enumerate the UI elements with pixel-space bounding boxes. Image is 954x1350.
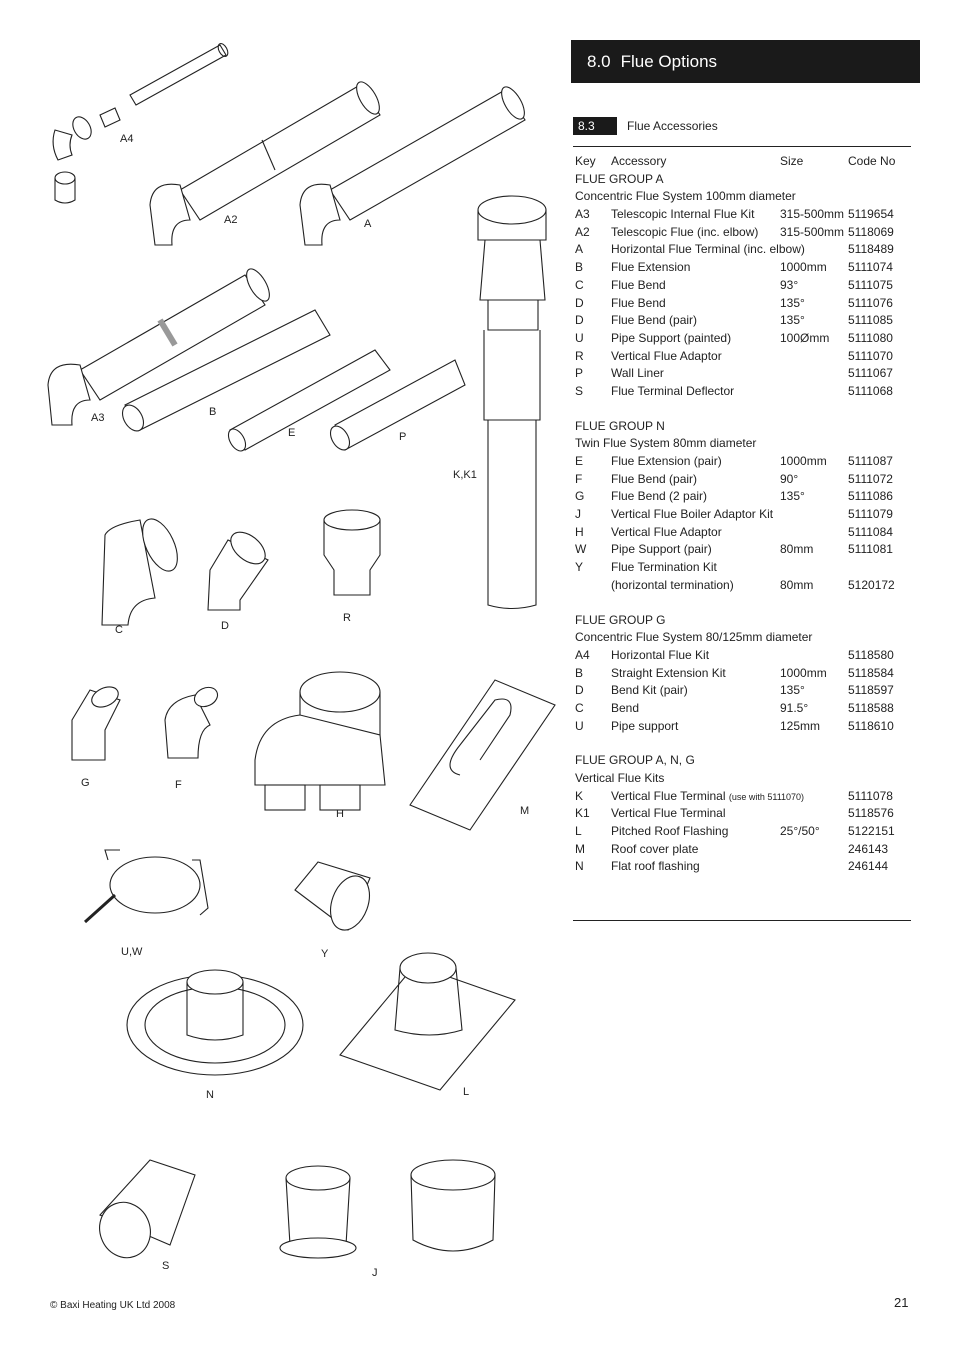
- section-number: 8.0: [587, 52, 611, 71]
- cell-accessory: Vertical Flue Adaptor: [611, 524, 722, 539]
- cell-key: W: [575, 542, 587, 557]
- a2-flue-drawing: [150, 78, 384, 245]
- cell-accessory: Flue Bend: [611, 295, 666, 310]
- label-m: M: [520, 805, 530, 817]
- group-spacer: [575, 735, 915, 752]
- table-row: [575, 488, 915, 506]
- table-row: [575, 647, 915, 665]
- table-row: [575, 383, 915, 401]
- table-header-row: [575, 153, 915, 171]
- cell-size: 135°: [780, 489, 805, 504]
- cell-key: P: [575, 366, 584, 381]
- cell-accessory: Wall Liner: [611, 366, 664, 381]
- cell-code: 5118576: [848, 806, 894, 821]
- cell-key: N: [575, 859, 584, 874]
- uw-support-drawing: [85, 850, 208, 922]
- table-row: [575, 682, 915, 700]
- cell-size: 100Ømm: [780, 330, 830, 345]
- page-number: 21: [894, 1295, 909, 1310]
- cell-accessory: Flue Extension (pair): [611, 454, 722, 468]
- table-row: [575, 453, 915, 471]
- cell-size: 80mm: [780, 577, 814, 592]
- cell-key: R: [575, 348, 584, 363]
- group-subtitle: Vertical Flue Kits: [575, 771, 665, 785]
- label-l: L: [463, 1086, 470, 1098]
- j-adaptor-drawing: [280, 1160, 495, 1258]
- cell-key: C: [575, 700, 584, 715]
- cell-size: 315-500mm: [780, 207, 845, 222]
- table-row: [575, 841, 915, 859]
- cell-size: 1000mm: [780, 260, 827, 275]
- label-d: D: [221, 620, 229, 632]
- cell-accessory: Flue Bend (pair): [611, 313, 698, 328]
- cell-key: D: [575, 313, 584, 328]
- cell-key: H: [575, 524, 584, 539]
- cell-accessory: Vertical Flue Boiler Adaptor Kit: [611, 507, 774, 522]
- header-size: Size: [780, 154, 804, 168]
- table-row: [575, 471, 915, 489]
- cell-code: 5111075: [848, 277, 893, 292]
- cell-size: 125mm: [780, 718, 821, 733]
- cell-key: C: [575, 277, 584, 292]
- cell-accessory: Flue Bend (2 pair): [611, 489, 708, 504]
- cell-size: 135°: [780, 313, 805, 328]
- label-s: S: [162, 1260, 170, 1272]
- table-row: [575, 718, 915, 736]
- cell-size: 135°: [780, 295, 805, 310]
- table-row: [575, 277, 915, 295]
- table-row: [575, 524, 915, 542]
- cell-code: 246144: [848, 859, 889, 874]
- cell-code: 5119654: [848, 207, 894, 222]
- cell-code: 5118597: [848, 683, 894, 698]
- cell-key: K1: [575, 806, 590, 821]
- cell-code: 5111084: [848, 524, 893, 539]
- cell-accessory-text: Vertical Flue Terminal: [611, 788, 726, 803]
- group-spacer: [575, 401, 915, 418]
- cell-accessory: (horizontal termination): [611, 577, 734, 592]
- cell-code: 5122151: [848, 824, 895, 839]
- cell-accessory: Flue Bend: [611, 277, 666, 292]
- label-y: Y: [321, 948, 329, 960]
- table-row: [575, 295, 915, 313]
- cell-accessory: Flue Extension: [611, 260, 691, 275]
- label-c: C: [115, 624, 123, 636]
- y-kit-drawing: [295, 862, 376, 935]
- cell-code: 5118588: [848, 700, 894, 715]
- table-row: [575, 241, 915, 259]
- cell-accessory: Bend Kit (pair): [611, 683, 688, 698]
- cell-code: 246143: [848, 841, 889, 856]
- cell-key: A4: [575, 647, 590, 662]
- cell-code: 5118580: [848, 647, 894, 662]
- cell-key: U: [575, 718, 584, 733]
- cell-code: 5118489: [848, 242, 894, 257]
- cell-key: U: [575, 330, 584, 345]
- group-spacer: [575, 595, 915, 612]
- group-name: FLUE GROUP G: [575, 612, 666, 627]
- cell-accessory: Vertical Flue Terminal: [611, 806, 726, 821]
- cell-size: 135°: [780, 683, 805, 698]
- cell-size: 80mm: [780, 542, 814, 557]
- cell-key: M: [575, 841, 585, 856]
- cell-accessory: Telescopic Internal Flue Kit: [611, 207, 755, 222]
- label-a4: A4: [120, 133, 134, 145]
- footer-copyright: © Baxi Heating UK Ltd 2008: [50, 1300, 176, 1311]
- cell-accessory-note: (use with 5111070): [728, 791, 805, 802]
- table-groups: [575, 171, 915, 876]
- cell-accessory: Bend: [611, 700, 640, 715]
- header-key: Key: [575, 154, 596, 168]
- table-row: [575, 506, 915, 524]
- cell-code: 5111074: [848, 260, 893, 275]
- table-row: [575, 330, 915, 348]
- cell-key: Y: [575, 560, 584, 575]
- label-g: G: [81, 777, 90, 789]
- group-name: FLUE GROUP A: [575, 171, 664, 186]
- group-subtitle: Concentric Flue System 100mm diameter: [575, 189, 796, 204]
- cell-accessory: Pipe Support (pair): [611, 542, 712, 557]
- cell-accessory: Flue Bend (pair): [611, 471, 698, 486]
- cell-code: 5111086: [848, 489, 893, 504]
- cell-key: A2: [575, 224, 590, 239]
- cell-code: 5111080: [848, 330, 893, 345]
- label-a: A: [364, 218, 372, 230]
- h-adaptor-drawing: [255, 672, 385, 810]
- cell-key: K: [575, 788, 584, 803]
- cell-code: 5118610: [848, 718, 894, 733]
- cell-code: 5111067: [848, 366, 893, 381]
- cell-code: 5111076: [848, 295, 893, 310]
- cell-key: J: [575, 507, 581, 522]
- section-title: Flue Options: [620, 52, 718, 71]
- label-f: F: [175, 779, 182, 791]
- cell-size: 91.5°: [780, 700, 809, 715]
- cell-size: 1000mm: [780, 665, 827, 680]
- cell-size: 90°: [780, 471, 799, 486]
- label-p: P: [399, 431, 407, 443]
- table-row: [575, 700, 915, 718]
- table-row: [575, 206, 915, 224]
- n-flashing-drawing: [127, 970, 303, 1075]
- cell-size: 1000mm: [780, 454, 827, 468]
- cell-code: 5118069: [848, 224, 894, 239]
- table-row: [575, 224, 915, 242]
- table-top-rule: [573, 146, 911, 147]
- table-row: [575, 665, 915, 683]
- k-terminal-drawing: [478, 196, 546, 609]
- subsection-title: Flue Accessories: [627, 119, 718, 133]
- label-kk1: K,K1: [453, 469, 477, 481]
- subsection-number: 8.3: [573, 117, 617, 135]
- cell-size: 25°/50°: [780, 824, 820, 839]
- cell-accessory: Roof cover plate: [611, 841, 699, 856]
- cell-key: E: [575, 454, 584, 468]
- group-name: FLUE GROUP N: [575, 418, 665, 433]
- cell-key: D: [575, 683, 584, 698]
- table-row: [575, 577, 915, 595]
- cell-key: B: [575, 260, 584, 275]
- label-r: R: [343, 612, 351, 624]
- cell-key: D: [575, 295, 584, 310]
- label-a3: A3: [91, 412, 105, 424]
- cell-size: 93°: [780, 277, 799, 292]
- cell-code: 5111087: [848, 454, 893, 468]
- group-name: FLUE GROUP A, N, G: [575, 753, 695, 768]
- table-row: [575, 559, 915, 577]
- cell-key: A3: [575, 207, 590, 222]
- subsection-heading: [573, 117, 718, 135]
- label-j: J: [372, 1267, 378, 1279]
- label-b: B: [209, 406, 217, 418]
- cell-key: G: [575, 489, 585, 504]
- table-row: [575, 365, 915, 383]
- table-row: [575, 858, 915, 876]
- table-row: [575, 823, 915, 841]
- table-row: [575, 788, 915, 806]
- cell-code: 5111078: [848, 788, 893, 803]
- cell-code: 5111081: [848, 542, 893, 557]
- cell-accessory: Pitched Roof Flashing: [611, 824, 729, 839]
- cell-size: 315-500mm: [780, 224, 845, 239]
- cell-key: S: [575, 383, 584, 398]
- cell-accessory: [611, 788, 804, 807]
- cell-accessory: Telescopic Flue (inc. elbow): [611, 224, 759, 239]
- cell-key: L: [575, 824, 582, 839]
- group-subtitle: Concentric Flue System 80/125mm diameter: [575, 630, 813, 645]
- section-title-bar: [571, 40, 920, 83]
- table-row: [575, 259, 915, 277]
- cell-accessory: Horizontal Flue Terminal (inc. elbow): [611, 242, 805, 257]
- table-bottom-rule: [573, 920, 911, 921]
- cell-key: F: [575, 471, 583, 486]
- header-accessory: Accessory: [611, 154, 667, 168]
- cell-accessory: Straight Extension Kit: [611, 665, 726, 680]
- cell-accessory: Horizontal Flue Kit: [611, 647, 710, 662]
- label-e: E: [288, 427, 296, 439]
- flue-accessories-table: [575, 153, 915, 876]
- label-a2: A2: [224, 214, 238, 226]
- label-h: H: [336, 808, 344, 820]
- label-uw: U,W: [121, 946, 143, 958]
- cell-key: A: [575, 242, 584, 257]
- cell-key: B: [575, 665, 584, 680]
- header-code: Code No: [848, 154, 896, 168]
- table-row: [575, 312, 915, 330]
- cell-code: 5111079: [848, 507, 893, 522]
- cell-accessory: Flue Termination Kit: [611, 560, 717, 575]
- l-flashing-drawing: [340, 953, 515, 1090]
- table-row: [575, 805, 915, 823]
- r-adaptor-drawing: [324, 510, 380, 595]
- cell-code: 5111072: [848, 471, 893, 486]
- group-subtitle: Twin Flue System 80mm diameter: [575, 436, 757, 451]
- cell-accessory: Pipe Support (painted): [611, 330, 732, 345]
- s-deflector-drawing: [92, 1160, 195, 1265]
- cell-code: 5111070: [848, 348, 893, 363]
- label-n: N: [206, 1089, 214, 1101]
- cell-code: 5118584: [848, 665, 894, 680]
- cell-accessory: Flat roof flashing: [611, 859, 700, 874]
- cell-accessory: Vertical Flue Adaptor: [611, 348, 722, 363]
- cell-code: 5120172: [848, 577, 895, 592]
- cell-code: 5111068: [848, 383, 893, 398]
- cell-accessory: Pipe support: [611, 718, 679, 733]
- cell-accessory: Flue Terminal Deflector: [611, 383, 735, 398]
- m-plate-drawing: [410, 680, 555, 830]
- cell-code: 5111085: [848, 313, 893, 328]
- table-row: [575, 348, 915, 366]
- table-row: [575, 541, 915, 559]
